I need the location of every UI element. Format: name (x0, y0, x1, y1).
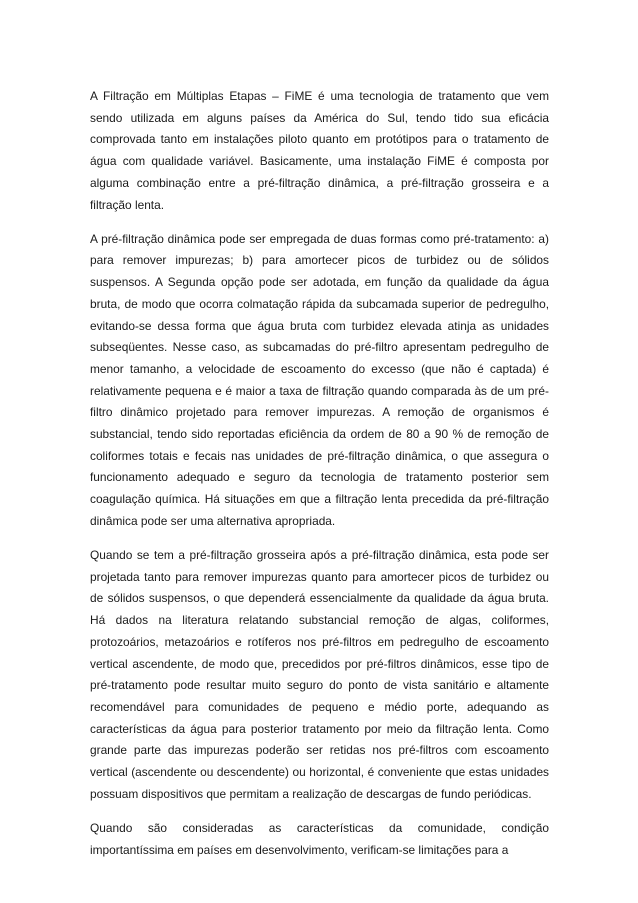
paragraph-dynamic-prefiltration: A pré-filtração dinâmica pode ser empregada de duas formas como pré-tratamento: a) para remover impurezas; b) para amortecer picos de turbidez ou de sólidos suspensos. A Segunda opção pode ser adotada, em função da qualidade da água bruta, de modo que ocorra colmatação rápida da subcamada superior de pedregulho, evitando-se dessa forma que água bruta com turbidez elevada atinja as unidades subseqüentes. Nesse caso, as subcamadas do pré-filtro apresentam pedregulho de menor tamanho, a velocidade de escoamento do excesso (que não é captada) é relativamente pequena e é maior a taxa de filtração quando comparada às de um pré-filtro dinâmico projetado para remover impurezas. A remoção de organismos é substancial, tendo sido reportadas eficiência da ordem de 80 a 90 % de remoção de coliformes totais e fecais nas unidades de pré-filtração dinâmica, o que assegura o funcionamento adequado e seguro da tecnologia de tratamento posterior sem coagulação química. Há situações em que a filtração lenta precedida da pré-filtração dinâmica pode ser uma alternativa apropriada. (90, 231, 549, 528)
document-body (90, 86, 549, 874)
paragraph-coarse-prefiltration: Quando se tem a pré-filtração grosseira após a pré-filtração dinâmica, esta pode ser projetada tanto para remover impurezas quanto para amortecer picos de turbidez ou de sólidos suspensos, o que dependerá essencialmente da qualidade da água bruta. Há dados na literatura relatando substancial remoção de algas, coliformes, protozoários, metazoários e rotíferos nos pré-filtros em pedregulho de escoamento vertical ascendente, de modo que, precedidos por pré-filtros dinâmicos, esse tipo de pré-tratamento pode resultar muito seguro do ponto de vista sanitário e altamente recomendável para comunidades de pequeno e médio porte, adequando as características da água para posterior tratamento por meio da filtração lenta. Como grande parte das impurezas poderão ser retidas nos pré-filtros com escoamento vertical (ascendente ou descendente) ou horizontal, é conveniente que estas unidades possuam dispositivos que permitam a realização de descargas de fundo periódicas. (90, 548, 549, 801)
paragraph-community-characteristics: Quando são consideradas as características da comunidade, condição importantíssima em países em desenvolvimento, verificam-se limitações para a (90, 821, 549, 857)
paragraph-fime-intro: A Filtração em Múltiplas Etapas – FiME é uma tecnologia de tratamento que vem sendo utilizada em alguns países da América do Sul, tendo tido sua eficácia comprovada tanto em instalações piloto quanto em protótipos para o tratamento de água com qualidade variável. Basicamente, uma instalação FiME é composta por alguma combinação entre a pré-filtração dinâmica, a pré-filtração grosseira e a filtração lenta. (90, 89, 549, 212)
